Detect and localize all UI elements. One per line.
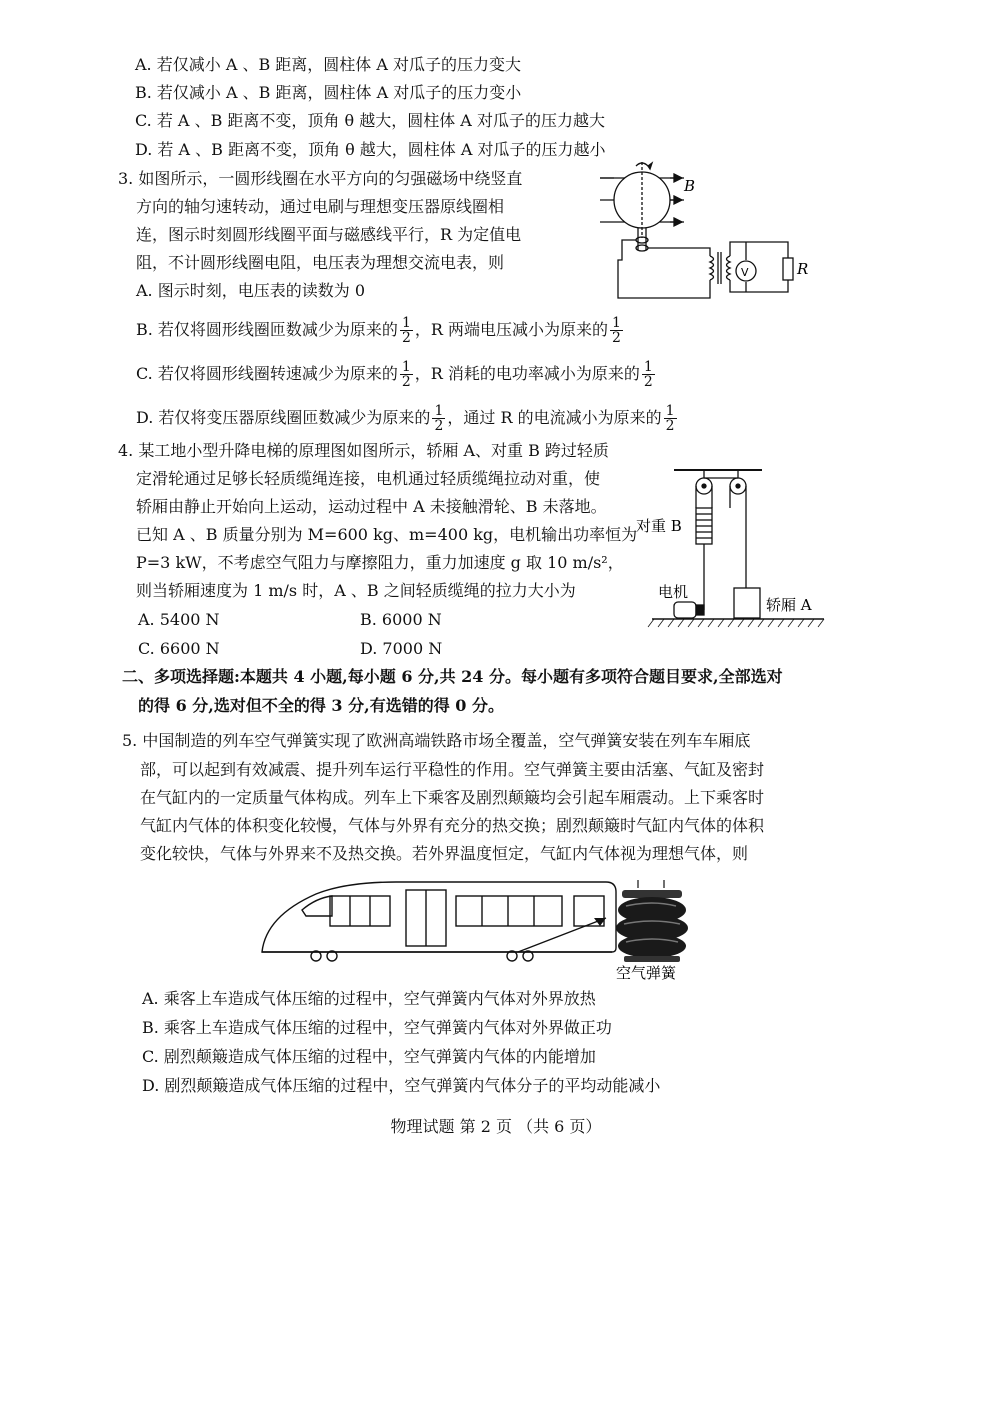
field-label-b: B <box>684 177 696 195</box>
section-heading: 二、多项选择题:本题共 4 小题,每小题 6 分,共 24 分。每小题有多项符合题目要求,全部选对 <box>122 667 783 686</box>
q5-stem-line: 气缸内气体的体积变化较慢，气体与外界有充分的热交换；剧烈颠簸时气缸内气体的体积 <box>140 816 765 835</box>
q4-option-b: B. 6000 N <box>360 610 442 629</box>
fraction: $\frac{1}{2}$ <box>665 403 675 434</box>
q4-stem-line: P=3 kW，不考虑空气阻力与摩擦阻力，重力加速度 g 取 10 m/s²， <box>136 553 624 572</box>
fraction: $\frac{1}{2}$ <box>643 359 653 390</box>
air-spring-icon <box>616 880 688 962</box>
fraction: $\frac{1}{2}$ <box>401 315 411 346</box>
elevator-diagram <box>634 462 834 634</box>
resistor-label: R <box>797 260 809 278</box>
q3-option-a: A. 图示时刻，电压表的读数为 0 <box>136 281 365 300</box>
q3-option-c: C. 若仅将圆形线圈转速减少为原来的 $\frac{1}{2}$ ，R 消耗的电功率减小为原来的 $\frac{1}{2}$ <box>136 359 653 390</box>
car-label: 轿厢 A <box>766 596 812 614</box>
q3-stem-line: 连，图示时刻圆形线圈平面与磁感线平行，R 为定值电 <box>136 225 522 244</box>
q4-option-d: D. 7000 N <box>360 639 443 658</box>
q4-stem-line: 定滑轮通过足够长轻质缆绳连接，电机通过轻质缆绳拉动对重，使 <box>136 469 601 488</box>
coil-transformer-diagram <box>592 160 822 305</box>
q3-stem-line: 3. 如图所示，一圆形线圈在水平方向的匀强磁场中绕竖直 <box>118 169 523 188</box>
train-air-spring-diagram <box>256 876 706 984</box>
motor-label: 电机 <box>658 583 689 601</box>
q5-stem-line: 部，可以起到有效减震、提升列车运行平稳性的作用。空气弹簧主要由活塞、气缸及密封 <box>140 760 765 779</box>
fraction: $\frac{1}{2}$ <box>401 359 411 390</box>
q4-stem-line: 已知 A 、B 质量分别为 M=600 kg、m=400 kg，电机输出功率恒为 <box>136 525 638 544</box>
q5-option-b: B. 乘客上车造成气体压缩的过程中，空气弹簧内气体对外界做正功 <box>142 1018 612 1037</box>
q3-stem-line: 方向的轴匀速转动，通过电刷与理想变压器原线圈相 <box>136 197 505 216</box>
q3-stem-line: 阻，不计圆形线圈电阻，电压表为理想交流电表，则 <box>136 253 505 272</box>
q2-option-a: A. 若仅减小 A 、B 距离，圆柱体 A 对瓜子的压力变大 <box>135 55 522 74</box>
page-footer: 物理试题 第 2 页 （共 6 页） <box>390 1117 602 1136</box>
q2-option-b: B. 若仅减小 A 、B 距离，圆柱体 A 对瓜子的压力变小 <box>135 83 522 102</box>
q3-option-b: B. 若仅将圆形线圈匝数减少为原来的 $\frac{1}{2}$ ，R 两端电压减小为原来的 $\frac{1}{2}$ <box>136 315 621 346</box>
q4-stem-line: 则当轿厢速度为 1 m/s 时，A 、B 之间轻质缆绳的拉力大小为 <box>136 581 576 600</box>
fraction: $\frac{1}{2}$ <box>612 315 621 346</box>
q2-option-d: D. 若 A 、B 距离不变，顶角 θ 越大，圆柱体 A 对瓜子的压力越小 <box>135 140 606 159</box>
section-heading-continued: 的得 6 分,选对但不全的得 3 分,有选错的得 0 分。 <box>138 696 504 715</box>
q4-stem-line: 轿厢由静止开始向上运动，运动过程中 A 未接触滑轮、B 未落地。 <box>136 497 607 516</box>
counterweight-label: 对重 B <box>636 517 682 535</box>
q5-option-a: A. 乘客上车造成气体压缩的过程中，空气弹簧内气体对外界放热 <box>142 989 596 1008</box>
q3-option-d: D. 若仅将变压器原线圈匝数减少为原来的 $\frac{1}{2}$ ，通过 R 的电流减小为原来的 $\frac{1}{2}$ <box>136 403 675 434</box>
q5-stem-line: 在气缸内的一定质量气体构成。列车上下乘客及剧烈颠簸均会引起车厢震动。上下乘客时 <box>140 788 765 807</box>
q4-option-c: C. 6600 N <box>138 639 220 658</box>
q5-option-c: C. 剧烈颠簸造成气体压缩的过程中，空气弹簧内气体的内能增加 <box>142 1047 596 1066</box>
q5-option-d: D. 剧烈颠簸造成气体压缩的过程中，空气弹簧内气体分子的平均动能减小 <box>142 1076 661 1095</box>
q5-stem-line: 变化较快，气体与外界来不及热交换。若外界温度恒定，气缸内气体视为理想气体，则 <box>140 844 749 863</box>
fraction: $\frac{1}{2}$ <box>434 403 444 434</box>
q4-stem-line: 4. 某工地小型升降电梯的原理图如图所示，轿厢 A、对重 B 跨过轻质 <box>118 441 609 460</box>
q2-option-c: C. 若 A 、B 距离不变，顶角 θ 越大，圆柱体 A 对瓜子的压力越大 <box>135 111 605 130</box>
voltmeter-label: V <box>741 266 749 279</box>
q5-stem-line: 5. 中国制造的列车空气弹簧实现了欧洲高端铁路市场全覆盖，空气弹簧安装在列车车厢底 <box>122 731 751 750</box>
q4-option-a: A. 5400 N <box>138 610 220 629</box>
air-spring-label: 空气弹簧 <box>616 964 677 982</box>
